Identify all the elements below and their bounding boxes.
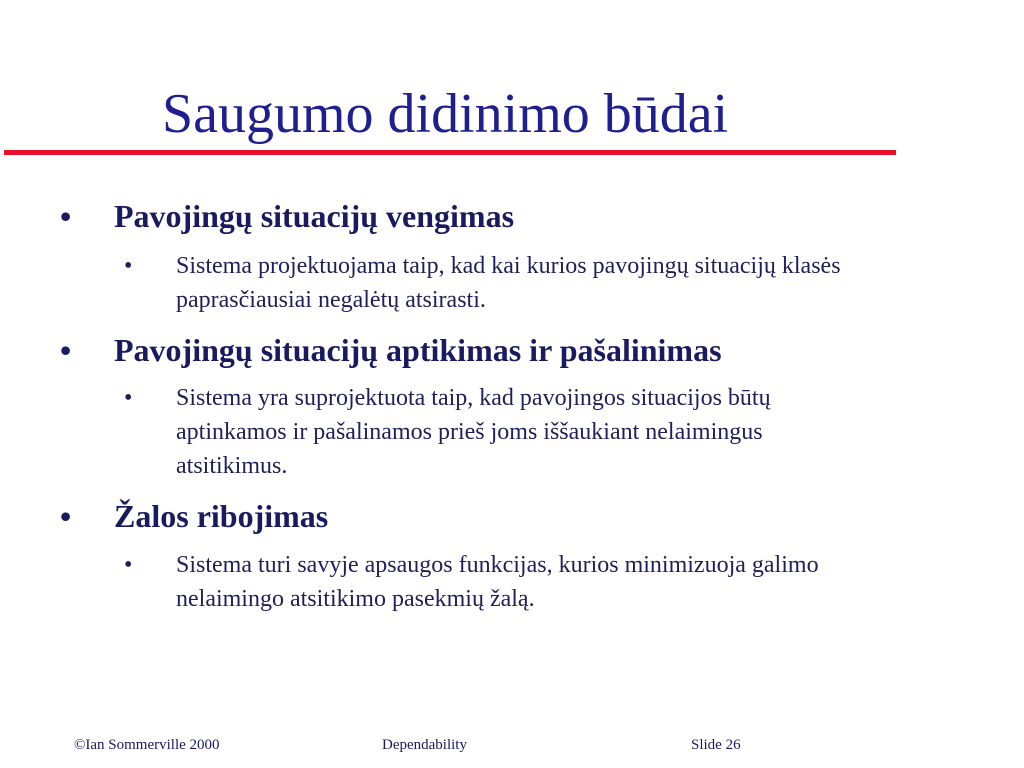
- bullet-heading: Pavojingų situacijų aptikimas ir pašalinimas: [114, 332, 722, 368]
- footer-copyright: ©Ian Sommerville 2000: [74, 737, 220, 753]
- sub-bullet-line: Sistema yra suprojektuota taip, kad pavojingos situacijos būtų: [176, 385, 771, 411]
- bullet-marker: •: [60, 332, 72, 368]
- sub-bullet-line: aptinkamos ir pašalinamos prieš joms iššaukiant nelaimingus: [176, 419, 763, 445]
- sub-bullet-line: paprasčiausiai negalėtų atsirasti.: [176, 287, 486, 313]
- bullet-marker: •: [60, 498, 72, 534]
- sub-bullet-marker: •: [124, 385, 133, 411]
- sub-bullet-line: Sistema projektuojama taip, kad kai kurios pavojingų situacijų klasės: [176, 253, 841, 279]
- footer-topic: Dependability: [382, 737, 467, 753]
- bullet-heading: Pavojingų situacijų vengimas: [114, 198, 515, 234]
- sub-bullet-marker: •: [124, 552, 133, 578]
- bullet-heading: Žalos ribojimas: [114, 498, 329, 534]
- sub-bullet-marker: •: [124, 253, 133, 279]
- sub-bullet-line: atsitikimus.: [176, 453, 288, 479]
- sub-bullet-line: nelaimingo atsitikimo pasekmių žalą.: [176, 586, 535, 612]
- slide-title: Saugumo didinimo būdai: [162, 83, 729, 145]
- footer-slide-number: Slide 26: [691, 737, 741, 753]
- sub-bullet-line: Sistema turi savyje apsaugos funkcijas, kurios minimizuoja galimo: [176, 552, 819, 578]
- bullet-marker: •: [60, 198, 72, 234]
